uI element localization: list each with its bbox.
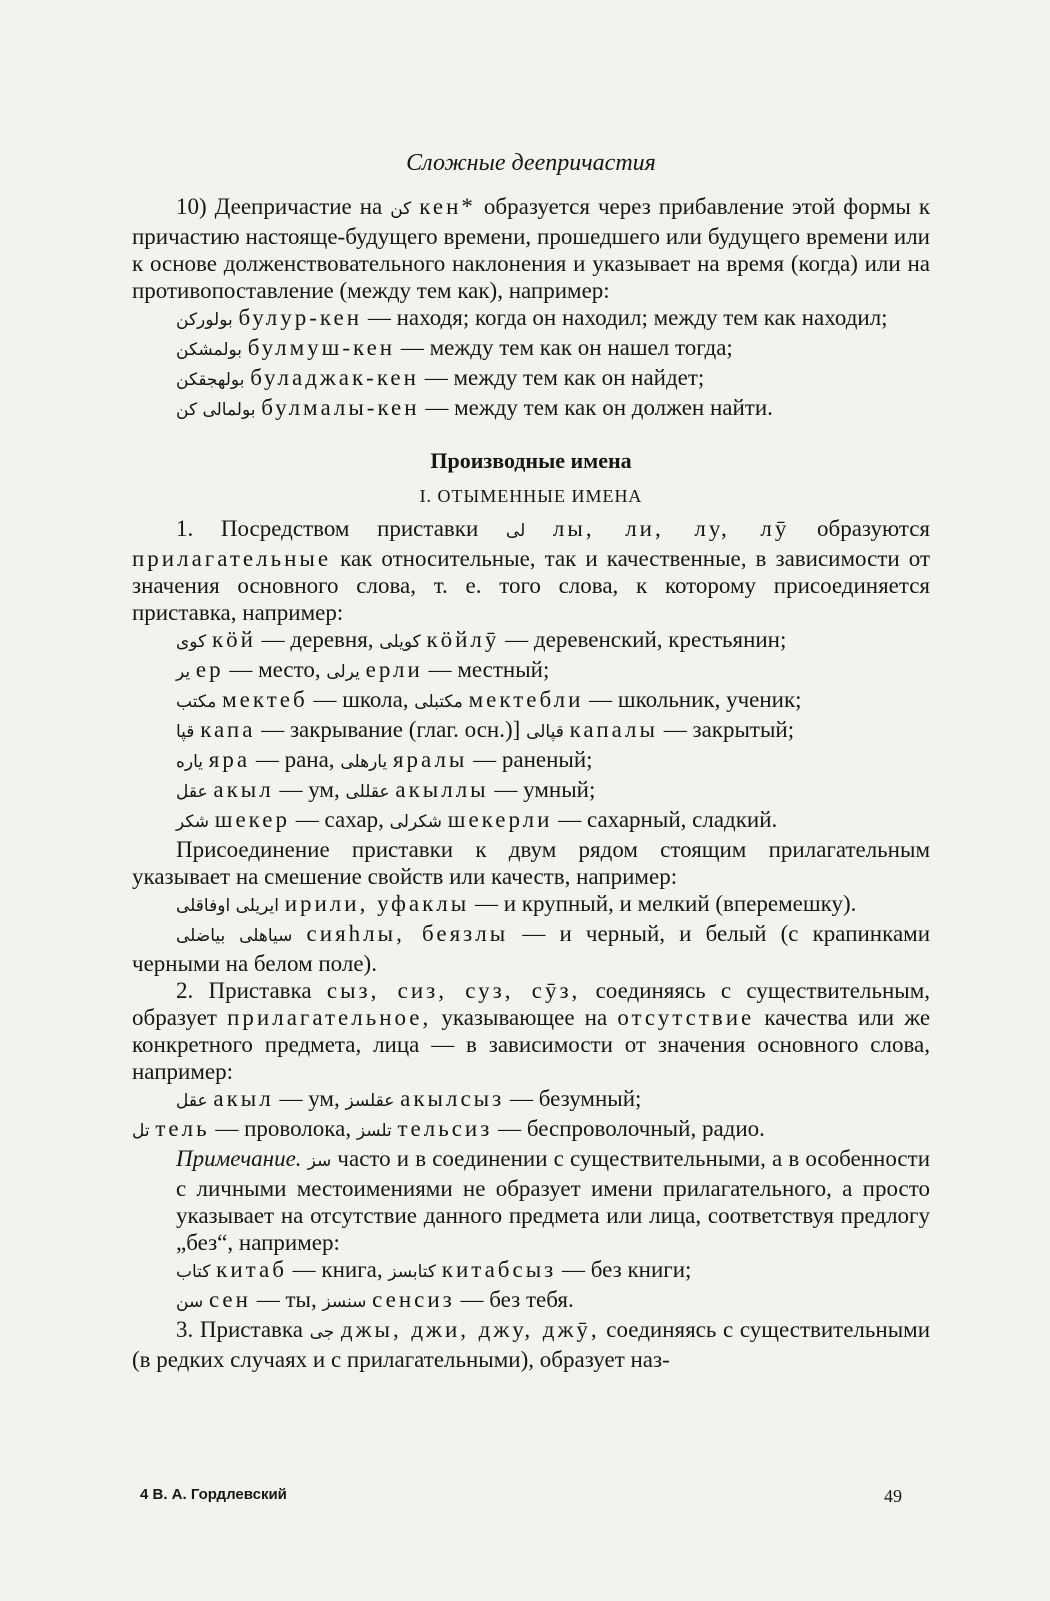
p1-lead: 1. Посредством приставки xyxy=(176,516,479,541)
arabic-word: کتاب xyxy=(176,1262,211,1282)
arabic-word: بولمشکن xyxy=(176,340,243,360)
arabic-word: عقلسز xyxy=(345,1091,395,1111)
arabic-word: یرلی xyxy=(326,662,360,682)
example-word: акыл xyxy=(213,777,274,802)
example-gloss: — закрывание (глаг. осн.)] xyxy=(261,717,521,742)
example-word: сенсиз xyxy=(372,1287,455,1312)
example-line xyxy=(132,890,930,920)
example-gloss: — без книги; xyxy=(562,1257,692,1282)
example-word: шекер xyxy=(214,807,290,832)
example-word: тельсиз xyxy=(397,1116,493,1141)
example-line xyxy=(132,806,930,836)
example-gloss: — ум, xyxy=(279,1086,340,1111)
p2-term2: отсутствие xyxy=(617,1005,755,1030)
p1-mid: образуются xyxy=(817,516,931,541)
example-gloss: — деревенский, крестьянин; xyxy=(505,627,787,652)
p1-term: прилагательные xyxy=(132,546,332,571)
signature-mark: 4 В. А. Гордлевский xyxy=(140,1486,287,1503)
note-paragraph xyxy=(176,1145,930,1256)
example-word: акылсыз xyxy=(400,1086,505,1111)
example-word: сен xyxy=(208,1287,251,1312)
arabic-word: بولمالی کن xyxy=(176,400,256,420)
example-line xyxy=(132,656,930,686)
arabic-word: یر xyxy=(176,662,191,682)
examples-1 xyxy=(132,626,930,836)
example-gloss: — деревня, xyxy=(261,627,374,652)
arabic-word: کن xyxy=(390,199,412,219)
example-word: сияhлы, беязлы xyxy=(306,921,509,946)
example-gloss: — рана, xyxy=(255,747,335,772)
example-gloss: — школа, xyxy=(313,687,409,712)
arabic-word: لی xyxy=(505,521,526,541)
example-line xyxy=(132,686,930,716)
example-word: булмалы-кен xyxy=(261,395,420,420)
example-word: яра xyxy=(208,747,251,772)
examples-join xyxy=(132,890,930,977)
arabic-word: قپا xyxy=(176,722,195,742)
example-line xyxy=(132,334,930,364)
p1-rest: как относительные, так и качественные, в зависимости от значения основного слова, т. е. того слова, к которому присоединяется приставка, например: xyxy=(132,546,931,625)
arabic-word: مکتبلی xyxy=(414,692,463,712)
examples-10 xyxy=(132,304,930,424)
arabic-word: کوی xyxy=(176,632,207,652)
paragraph-2 xyxy=(132,977,930,1085)
example-gloss: — ум, xyxy=(279,777,340,802)
example-gloss: — беспроволочный, радио. xyxy=(498,1116,765,1141)
example-line xyxy=(132,1115,930,1145)
example-word: кӧй xyxy=(211,627,256,652)
page-number: 49 xyxy=(884,1486,902,1506)
p2-term: прилагательное, xyxy=(227,1005,432,1030)
example-gloss: — школьник, ученик; xyxy=(589,687,802,712)
example-word: яралы xyxy=(392,747,468,772)
example-word: ерли xyxy=(365,657,423,682)
example-gloss: — между тем как он должен найти. xyxy=(425,395,773,420)
arabic-word: کتابسز xyxy=(388,1262,437,1282)
example-line xyxy=(176,1286,930,1316)
example-gloss: — между тем как он найдет; xyxy=(424,365,705,390)
example-gloss: — и крупный, и мелкий (вперемешку). xyxy=(474,891,857,916)
p2-lead: 2. Приставка xyxy=(176,978,312,1003)
example-gloss: — сахар, xyxy=(295,807,384,832)
p3-forms: джы, джи, джу, джӯ, xyxy=(340,1317,600,1342)
example-gloss: — находя; когда он находил; между тем как находил; xyxy=(367,305,888,330)
example-gloss: — закрытый; xyxy=(663,717,795,742)
example-word: капа xyxy=(200,717,256,742)
example-gloss: — между тем как он нашел тогда; xyxy=(400,335,733,360)
arabic-word: شکرلی xyxy=(389,812,442,832)
note-block xyxy=(176,1145,930,1316)
arabic-word: مکتب xyxy=(176,692,217,712)
arabic-word: سن xyxy=(176,1292,204,1312)
p10-text: образуется через прибавление этой формы к причастию настояще-будущего времени, прошедшего или будущего времени или к основе долженствовательного наклонения и указывает на время (когда) или на противопоставление (между тем как), например: xyxy=(132,194,931,303)
p2-forms: сыз, сиз, суз, сӯз, xyxy=(326,978,581,1003)
arabic-word: تل xyxy=(132,1121,150,1141)
section-title: Сложные деепричастия xyxy=(406,150,656,176)
paragraph-3 xyxy=(132,1316,930,1373)
example-line xyxy=(132,394,930,424)
example-gloss: — ты, xyxy=(256,1287,317,1312)
arabic-word: عقل xyxy=(176,1091,208,1111)
p2-mid: соединяясь с существительным, образует xyxy=(132,978,931,1030)
p2-rest: качества или же конкретного предмета, лица — в зависимости от значения основного слова, например: xyxy=(132,1005,931,1084)
example-line xyxy=(132,776,930,806)
arabic-word: عقللی xyxy=(345,782,390,802)
example-word: ер xyxy=(195,657,224,682)
example-word: акыл xyxy=(213,1086,274,1111)
p2-mid2: указывающее на xyxy=(441,1005,608,1030)
p3-rest: соединяясь с существительными (в редких случаях и с прилагательными), образует наз- xyxy=(132,1317,931,1372)
paragraph-1 xyxy=(132,515,930,626)
p3-lead: 3. Приставка xyxy=(176,1317,303,1342)
arabic-word: جی xyxy=(309,1322,335,1342)
examples-2 xyxy=(132,1085,930,1145)
example-word: мектеб xyxy=(222,687,308,712)
example-line xyxy=(132,746,930,776)
example-line xyxy=(132,1085,930,1115)
example-word: булур-кен xyxy=(238,305,363,330)
example-line xyxy=(132,364,930,394)
example-line xyxy=(132,920,930,977)
example-line xyxy=(132,304,930,334)
example-word: мектебли xyxy=(468,687,584,712)
arabic-word: بولهجقکن xyxy=(176,370,245,390)
example-gloss: — местный; xyxy=(428,657,550,682)
arabic-word: سنسز xyxy=(322,1292,367,1312)
arabic-word: سیاهلی بیاضلی xyxy=(176,926,293,946)
arabic-word: یاره xyxy=(176,752,204,772)
p10-prefix: 10) Деепричастие на xyxy=(176,194,383,219)
p1-forms: лы, ли, лу, лӯ xyxy=(552,516,790,541)
example-gloss: — место, xyxy=(229,657,321,682)
example-gloss: — безумный; xyxy=(509,1086,642,1111)
example-gloss: — книга, xyxy=(292,1257,383,1282)
example-word: тель xyxy=(155,1116,210,1141)
arabic-word: عقل xyxy=(176,782,208,802)
paragraph-10 xyxy=(132,193,930,304)
example-gloss: — проволока, xyxy=(215,1116,352,1141)
example-word: булмуш-кен xyxy=(247,335,396,360)
example-word: буладжак-кен xyxy=(250,365,419,390)
heading: Производные имена xyxy=(430,448,632,473)
example-word: акыллы xyxy=(395,777,489,802)
note-text: часто и в соединении с существительными, а в особенности с личными местоимениями не образует имени прилагательного, а просто указывает на отсутствие данного предмета или лица, соответствуя предлогу „без“, например: xyxy=(176,1146,930,1255)
subheading: I. ОТЫМЕННЫЕ ИМЕНА xyxy=(419,486,643,506)
example-gloss: — без тебя. xyxy=(460,1287,574,1312)
arabic-word: ایریلی اوفاقلی xyxy=(176,896,279,916)
example-line xyxy=(132,626,930,656)
example-word: шекерли xyxy=(447,807,553,832)
paragraph-join: Присоединение приставки к двум рядом стоящим прилагательным указывает на смешение свойств или качеств, например: xyxy=(132,837,930,889)
arabic-word: یارهلی xyxy=(340,752,388,772)
note-label: Примечание. xyxy=(176,1146,302,1171)
example-gloss: — раненый; xyxy=(473,747,593,772)
example-word: капалы xyxy=(569,717,658,742)
page-footer xyxy=(140,1486,902,1507)
example-gloss: — и черный, и белый (с крапинками черными на белом поле). xyxy=(132,921,931,976)
example-line xyxy=(132,716,930,746)
arabic-word: قپالی xyxy=(526,722,564,742)
example-line xyxy=(176,1256,930,1286)
p10-word: кен* xyxy=(419,194,476,219)
example-word: китаб xyxy=(216,1257,287,1282)
example-word: китабсыз xyxy=(441,1257,557,1282)
arabic-word: سز xyxy=(307,1151,332,1171)
arabic-word: کویلی xyxy=(379,632,421,652)
arabic-word: شکر xyxy=(176,812,210,832)
example-word: кӧйлӯ xyxy=(426,627,500,652)
example-gloss: — умный; xyxy=(494,777,596,802)
example-word: ирили, уфаклы xyxy=(284,891,470,916)
arabic-word: بولورکن xyxy=(176,310,233,330)
example-gloss: — сахарный, сладкий. xyxy=(558,807,778,832)
arabic-word: تلسز xyxy=(356,1121,392,1141)
